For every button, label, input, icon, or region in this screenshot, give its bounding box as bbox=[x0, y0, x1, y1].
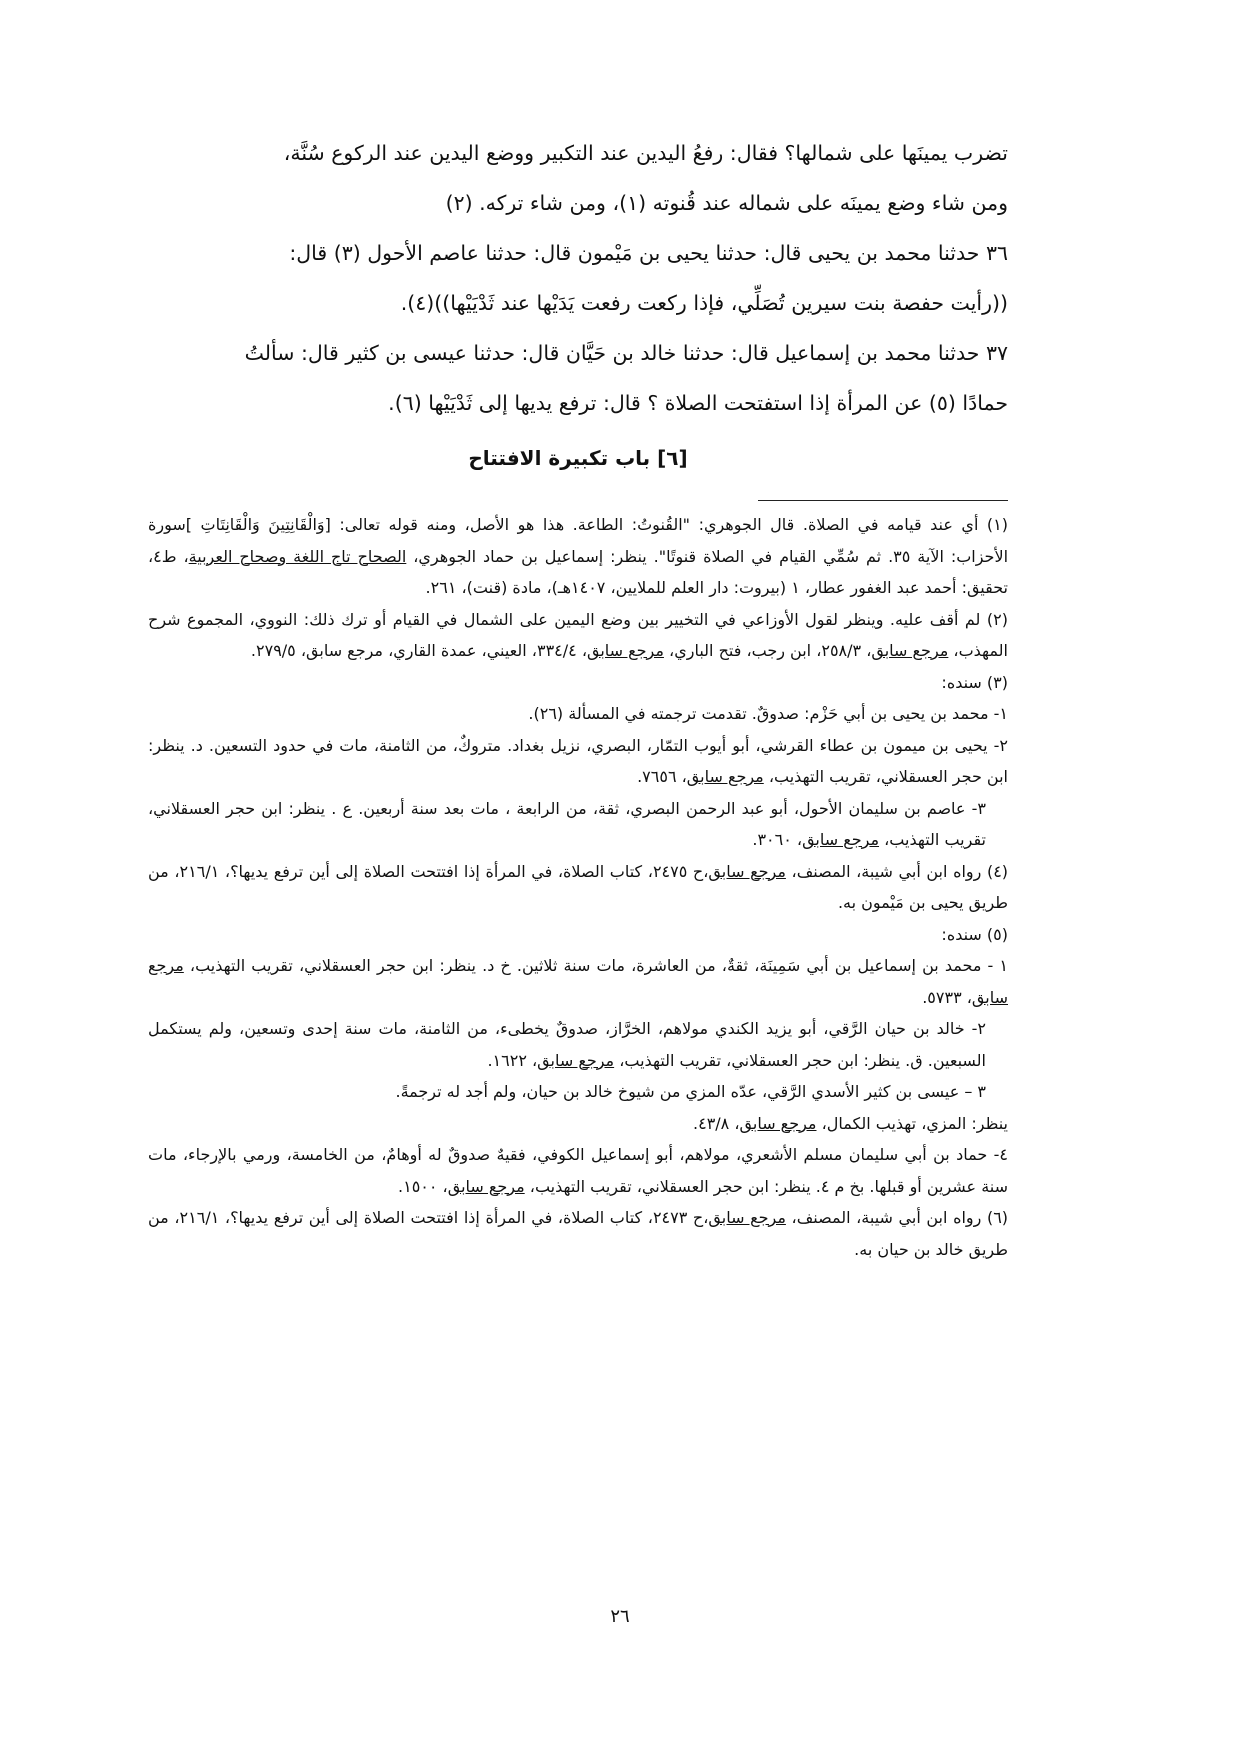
footnote-6: (٦) رواه ابن أبي شيبة، المصنف، مرجع سابق،ح ٢٤٧٣، كتاب الصلاة، في المرأة إذا افتتحت الصلاة إلى أين ترفع يديها؟، ٢١٦/١، من طريق خالد بن حيان به. bbox=[148, 1208, 1009, 1259]
main-paragraph: حمادًا (٥) عن المرأة إذا استفتحت الصلاة ؟ قال: ترفع يديها إلى ثَدْيَيْها (٦). bbox=[388, 391, 1008, 415]
main-paragraph: تضرب يمينَها على شمالها؟ فقال: رفعُ اليدين عند التكبير ووضع اليدين عند الركوع سُنَّة، bbox=[283, 141, 1008, 165]
footnote-5-item: ١ - محمد بن إسماعيل بن أبي سَمِينَة، ثقةٌ، من العاشرة، مات سنة ثلاثين. خ د. ينظر: ابن حجر العسقلاني، تقريب التهذيب، مرجع سابق، ٥٧٣٣. bbox=[148, 956, 1008, 1007]
main-paragraph: ومن شاء وضع يمينَه على شماله عند قُنوته (١)، ومن شاء تركه. (٢) bbox=[445, 191, 1008, 215]
document-page bbox=[148, 128, 1008, 1265]
footnote-5-item: ينظر: المزي، تهذيب الكمال، مرجع سابق، ٤٣/٨. bbox=[693, 1113, 1008, 1133]
footnote-4: (٤) رواه ابن أبي شيبة، المصنف، مرجع سابق،ح ٢٤٧٥، كتاب الصلاة، في المرأة إذا افتتحت الصلاة إلى أين ترفع يديها؟، ٢١٦/١، من طريق يحيى بن مَيْمون به. bbox=[148, 861, 1009, 912]
footnote-3-item: ٣- عاصم بن سليمان الأحول، أبو عبد الرحمن البصري، ثقة، من الرابعة ، مات بعد سنة أربعين. ع . ينظر: ابن حجر العسقلاني، تقريب التهذيب، مرجع سابق، ٣٠٦٠. bbox=[148, 798, 986, 849]
footnote-1: (١) أي عند قيامه في الصلاة. قال الجوهري: "القُنوتُ: الطاعة. هذا هو الأصل، ومنه قوله تعالى: [وَالْقَانِتِينَ وَالْقَانِتَاتِ ]سورة الأحزاب: الآية ٣٥. ثم سُمِّي القيام في الصلاة قنوتًا". ينظر: إسماعيل بن حماد الجوهري، الصحاح تاج اللغة وصحاح العربية، ط٤، تحقيق: أحمد عبد الغفور عطار، ١ (بيروت: دار العلم للملايين، ١٤٠٧هـ)، مادة (قنت)، ٢٦١. bbox=[148, 515, 1009, 597]
page-number: ٢٦ bbox=[610, 1606, 630, 1627]
main-text bbox=[148, 128, 1008, 428]
footnote-5-item: ٣ – عيسى بن كثير الأسدي الرَّقي، عدّه المزي من شيوخ خالد بن حيان، ولم أجد له ترجمةً. bbox=[395, 1082, 986, 1101]
section-heading: [٦] باب تكبيرة الافتتاح bbox=[468, 446, 688, 470]
footnotes bbox=[148, 509, 1008, 1265]
footnote-3-head: (٣) سنده: bbox=[941, 672, 1008, 692]
footnote-5-item: ٢- خالد بن حيان الرَّقي، أبو يزيد الكندي مولاهم، الخرَّاز، صدوقٌ يخطىء، من الثامنة، مات سنة إحدى وتسعين، ولم يستكمل السبعين. ق. ينظر: ابن حجر العسقلاني، تقريب التهذيب، مرجع سابق، ١٦٢٢. bbox=[148, 1019, 986, 1070]
footnote-5-item: ٤- حماد بن أبي سليمان مسلم الأشعري، مولاهم، أبو إسماعيل الكوفي، فقيهٌ صدوقٌ له أوهامٌ، من الخامسة، ورمي بالإرجاء، مات سنة عشرين أو قبلها. بخ م ٤. ينظر: ابن حجر العسقلاني، تقريب التهذيب، مرجع سابق، ١٥٠٠. bbox=[148, 1145, 1008, 1196]
footnote-5-head: (٥) سنده: bbox=[941, 924, 1008, 944]
footnote-3-item: ١- محمد بن يحيى بن أبي حَزْم: صدوقٌ. تقدمت ترجمته في المسألة (٢٦). bbox=[528, 704, 1008, 723]
footnote-2: (٢) لم أقف عليه. وينظر لقول الأوزاعي في التخيير بين وضع اليمين على الشمال في القيام أو ترك ذلك: النووي، المجموع شرح المهذب، مرجع سابق، ٢٥٨/٣، ابن رجب، فتح الباري، مرجع سابق، ٣٣٤/٤، العيني، عمدة القاري، مرجع سابق، ٢٧٩/٥. bbox=[148, 609, 1008, 660]
main-paragraph: ٣٦ حدثنا محمد بن يحيى قال: حدثنا يحيى بن مَيْمون قال: حدثنا عاصم الأحول (٣) قال: bbox=[289, 241, 1008, 265]
footnote-separator bbox=[758, 500, 1008, 501]
main-paragraph: ٣٧ حدثنا محمد بن إسماعيل قال: حدثنا خالد بن حَيَّان قال: حدثنا عيسى بن كثير قال: سألتُ bbox=[244, 341, 1008, 365]
main-paragraph: ((رأيت حفصة بنت سيرين تُصَلِّي، فإذا ركعت رفعت يَدَيْها عند ثَدْيَيْها))(٤). bbox=[400, 291, 1008, 315]
footnote-3-item: ٢- يحيى بن ميمون بن عطاء القرشي، أبو أيوب التمّار، البصري، نزيل بغداد. متروكٌ، من الثامنة، مات في حدود التسعين. د. ينظر: ابن حجر العسقلاني، تقريب التهذيب، مرجع سابق، ٧٦٥٦. bbox=[148, 735, 1008, 786]
